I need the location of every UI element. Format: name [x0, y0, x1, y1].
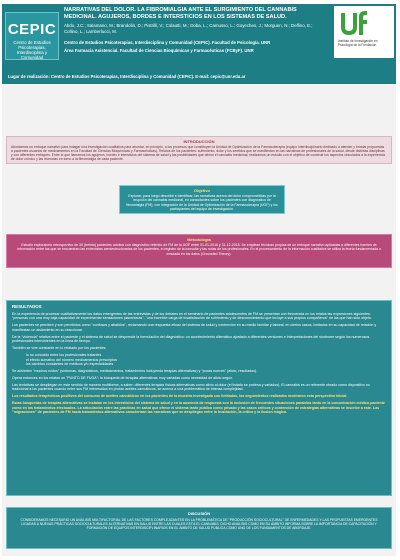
- list-item: los cambios constantes de médicos y/o especialidades: [26, 362, 114, 367]
- methodology-heading: Metodología: [187, 237, 211, 242]
- poster: [2, 4, 396, 556]
- results-paragraph: Las tentativas se despliegan en este sentido de manera multiforme, a saber: diferentes terapias físicas alternativas como alivio al dolor (el listado se profesa y variados). El cannabis es un referente obrado como dispositivo no tradicional a los pacientes cuando entre sus FM interesados en probar aceites cannábicos, se acerca a una problemática de intensa complejidad.: [12, 383, 370, 392]
- results-paragraph: También se vive constante en lo relatado por los pacientes:: [12, 346, 107, 351]
- results-paragraph: Los pacientes se perciben y son percibidos como "confusos y abatidos", reclamando una respuesta eficaz del sistema de salud y contención en su medio familiar y laboral, en ciertos casos, limitados en su capacidad de relación y manifiestan un aislamiento en su reaccionar.: [12, 323, 377, 332]
- results-section: [6, 300, 392, 496]
- results-paragraph: De la "violencia" relativa entre el paciente y el sistema de salud se desprende la formulación del diagnóstico: un acontecimiento dilemático ajustado a diferentes versiones e interpretaciones del síndrome según los numerosos profesionales intervinientes en la línea de tiempo.: [12, 334, 370, 344]
- list-item: lo no conocido entre los profesionales tratantes: [26, 353, 102, 358]
- methodology-section: [6, 234, 392, 268]
- introduction-heading: INTRODUCCIÓN: [183, 139, 215, 144]
- unr-logo-icon: [338, 10, 368, 38]
- introduction-text: Abordamos un enfoque narrativo para indagar una investigación cualitativa para abordar, en principio, a los procesos que constituyen la Unidad de Optimización de la Farmacoterapia (equipo interdisciplinario dedicado a atender y brindar propuestas a pacientes usuarios de medicamentos en la Facultad de Ciencias Bioquímicas y Farmacéuticas). Relatos de los pacientes: sufrimiento, dolor y los sentidos que se manifiestan en las narrativas de profesionales de la salud, desde distintas disciplinas y con diferentes enfoques. Entre lo que llamamos los agujeros, bordes e intersticios del sistema de salud y las posibilidades que ofrece el cannabis medicinal, realizamos un estudio con el objetivo de construir los aspectos vinculados a la experiencia de dolor crónico y las vivencias en torno a la fibromialgia de cada paciente.: [11, 145, 385, 162]
- objective-text: Explorar, para luego describir e identificar, las narrativas acerca del dolor comprometidas por la irrupción del cannabis medicinal, en consultantes sobre los pacientes con diagnóstico de fibromialgia (FM), con integración de la Unidad de Optimización de la Farmacoterapia (UOF) y los participantes del equipo de investigación.: [126, 194, 278, 211]
- poster-authors: Abdo, J.C.; Salamano, M.; Brandolin, D.; Pistrilli, V.; Colautti, M.; Doba, L.; Camusso, L.; Goyeches, J.; Morguen, N.; Delfino, E.; Collino, L.; Lamberlucci, M.: [64, 23, 313, 34]
- objective-heading: Objetivo: [193, 188, 210, 193]
- location-line: Lugar de realización: Centro de Estudios Psicoterapias, Interdisciplina y Comunidad (CEPIC). E-mail: cepic@unr.edu.ar: [8, 74, 246, 79]
- objective-section: [119, 185, 285, 214]
- results-highlight: Los resultados terapéuticos positivos del consumo de aceites cannábicos en los pacientes de la muestra investigada son limitados, los seguimientos realizados mostraron esta perspectiva inicial.: [12, 394, 348, 399]
- results-heading: RESULTADOS: [12, 304, 42, 309]
- discussion-text: CONSIDERAMOS NECESARIO UN ANÁLISIS MULTIFACTORIAL DE LAS FACTORES COMPLEJIZANTES EN LA PROBLEMÁTICA DE "PRODUCCIÓN SOCIOCULTURAL" DE ENFERMEDADES Y LAS PROPUESTAS EMERGENTES LIGADAS A NUEVAS PRÁCTICAS SOCIOCULTURALES ALTERNATIVAS EN SALUD ENTRE LAS CUALES ESTÁ EL CANNABIS. DICHO ANÁLISIS COMO EN SU ÁMBITO INFORMA SOBRE LA IMPORTANCIA DE CAPACITACIÓN Y FORMACIÓN DE EQUIPOS INTERDISCIPLINARIOS EN EL ÁMBITO DE SALUD PÚBLICA COMO UNO DE LOS FUNDAMENTOS DE ABORDAJE.: [20, 518, 378, 531]
- discussion-section: [6, 507, 392, 549]
- poster-header: [2, 4, 396, 84]
- poster-title: NARRATIVAS DEL DOLOR. LA FIBROMIALGIA ANTE EL SURGIMIENTO DEL CANNABIS MEDICINAL. AGUJEROS, BORDES E INTERSTICIOS EN LOS SISTEMAS DE SALUD.: [64, 7, 297, 20]
- results-highlight: Estas búsquedas de terapias alternativas se instalan en los intersticios del sistema de salud y en la ausencia de respuesta con la inclusión de frecuentes situaciones paralelas tanto en la comunicación médico-paciente como en los tratamientos efectuados. La articulación entre las prácticas en salud que ofrece el sistema tanto público como privado y las casos críticos y contención de estrategias alternativas se inscribe a este. Las "migraciones" de pacientes de FM hacia tratamientos alternativos caracterizan las narrativas que se despliegan entre la frustración, la crítica y la ilusión mágica.: [12, 401, 385, 415]
- affiliation-psicologia: Centro de Estudios Psicoterapias, Interdisciplina y Comunidad (CEPIC). Facultad de Psicología. UNR: [64, 40, 271, 45]
- unr-logo: [334, 6, 394, 58]
- cepic-logo-name: CEPIC: [7, 21, 57, 38]
- affiliation-farmacia: Área Farmacia Asistencial. Facultad de Ciencias Bioquímicas y Farmacéuticas (FCByF). UNR: [64, 48, 254, 53]
- results-paragraph: Opera entonces en los relatos un "PUNTO DE FUGA": la búsqueda de terapias alternativas muy variadas como necesidad de alivio según.: [12, 376, 234, 381]
- unr-logo-text: Instituto de Investigación en Psicología de la Fundación: [338, 39, 378, 47]
- methodology-text: Estudio exploratorio retrospectivo de 30 (treinta) pacientes adultos con diagnóstico referido de FM de la UOF entre 01-01-2016 y 31-12-2018. Se emplean técnicas propias de un enfoque narrativo aplicadas a diferentes fuentes de información entre las que se encuentran las entrevistas semiestructuradas de los pacientes, el registro de la consulta y las notas de los profesionales. En el procesamiento de la información cualitativa se utiliza la teoría fundamentada o emulada en los datos (Grounded Theory).: [17, 243, 381, 256]
- results-list: [26, 353, 386, 366]
- discussion-heading: DISCUSIÓN: [187, 511, 211, 516]
- cepic-logo: [5, 12, 59, 60]
- results-paragraph: En la experiencia de procesar cualitativamente los datos emergentes de las entrevistas y de los debates en el seminario de pacientes adolescentes de FM se presentan con frecuencia en los relatos las expresiones siguientes: "personas con una muy baja capacidad de experimentar sensaciones placenteras", "una increíble carga de insatisfacción de sufrimiento y de desconocimiento que incluye a sus propios compañeros" de las que han sido objeto.: [12, 312, 372, 321]
- cepic-logo-subtitle: Centro de Estudios Psicoterapias, Interdisciplina y Comunidad: [13, 40, 51, 60]
- introduction-section: [6, 136, 392, 164]
- results-paragraph: Se advierten "muchos ruidos" (síntomas, diagnósticos, medicamentos, tratamientos incluyendo terapias alternativas) y "pocas nueces" (alivio, resultados).: [12, 369, 258, 374]
- list-item: el efecto sumativo del número medicamentos prescriptos: [26, 357, 117, 362]
